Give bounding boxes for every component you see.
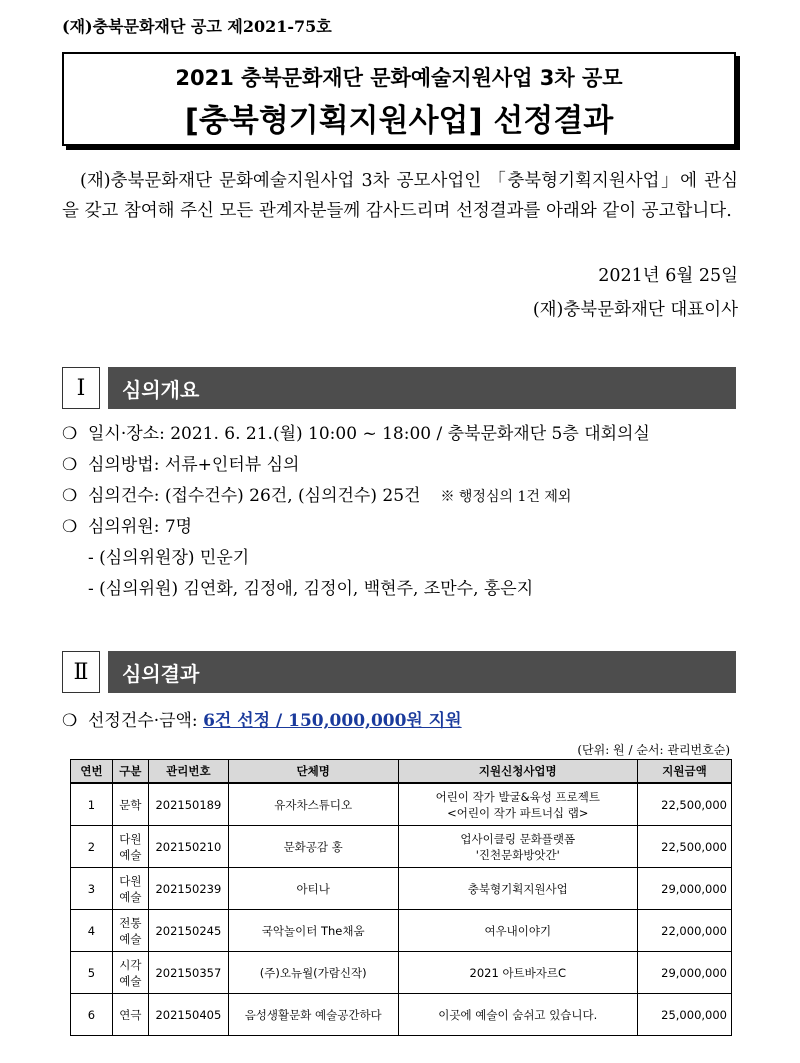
column-header: 지원금액	[638, 760, 732, 784]
list-item: ❍ 심의위원: 7명	[62, 517, 193, 537]
committee-members: - (심의위원) 김연화, 김정애, 김정이, 백현주, 조만수, 홍은지	[88, 579, 534, 599]
selection-highlight: 6건 선정 / 150,000,000원 지원	[203, 711, 462, 731]
section-header-overview	[62, 367, 736, 409]
notice-number: (재)충북문화재단 공고 제2021-75호	[62, 17, 332, 36]
exclusion-note: ※ 행정심의 1건 제외	[440, 489, 572, 505]
column-header: 단체명	[228, 760, 398, 784]
section-header-results	[62, 651, 736, 693]
selection-summary: ❍ 선정건수·금액: 6건 선정 / 150,000,000원 지원	[62, 711, 462, 731]
section-number: Ⅱ	[62, 651, 100, 693]
intro-paragraph	[62, 166, 738, 226]
column-header: 구분	[112, 760, 148, 784]
section-title: 심의결과	[108, 651, 736, 693]
title-box	[62, 52, 736, 146]
list-item: ❍ 일시·장소: 2021. 6. 21.(월) 10:00 ~ 18:00 / 충북문화재단 5층 대회의실	[62, 424, 650, 444]
table-row: 2 다원 예술 202150210 문화공감 홍 업사이클링 문화플랫폼 '진천문화방앗간' 22,500,000	[71, 826, 732, 868]
unit-note: (단위: 원 / 순서: 관리번호순)	[577, 743, 730, 757]
intro-text: (재)충북문화재단 문화예술지원사업 3차 공모사업인 「충북형기획지원사업」에 관심을 갖고 참여해 주신 모든 관계자분들께 감사드리며 선정결과를 아래와 같이 공고합니다.	[62, 171, 738, 221]
notice-organization: (재)충북문화재단 대표이사	[532, 300, 738, 320]
table-row: 3 다원 예술 202150239 아티나 충북형기획지원사업 29,000,000	[71, 868, 732, 910]
title-line-2: [충북형기획지원사업] 선정결과	[184, 103, 614, 139]
list-item: ❍ 심의건수: (접수건수) 26건, (심의건수) 25건 ※ 행정심의 1건 제외	[62, 486, 572, 506]
column-header: 지원신청사업명	[398, 760, 638, 784]
table-header-row	[71, 760, 732, 784]
notice-date: 2021년 6월 25일	[598, 266, 738, 286]
overview-list	[62, 419, 650, 605]
column-header: 관리번호	[148, 760, 228, 784]
table-row: 4 전통 예술 202150245 국악놀이터 The채움 여우내이야기 22,000,000	[71, 910, 732, 952]
table-row: 5 시각 예술 202150357 (주)오뉴월(가람신작) 2021 아트바자르C 29,000,000	[71, 952, 732, 994]
column-header: 연번	[71, 760, 113, 784]
table-row: 1 문학 202150189 유자차스튜디오 어린이 작가 발굴&육성 프로젝트 <어린이 작가 파트너십 랩> 22,500,000	[71, 783, 732, 826]
committee-chair: - (심의위원장) 민운기	[88, 548, 250, 568]
results-table	[70, 759, 732, 1036]
section-number: Ⅰ	[62, 367, 100, 409]
list-item: ❍ 심의방법: 서류+인터뷰 심의	[62, 455, 300, 475]
section-title: 심의개요	[108, 367, 736, 409]
title-line-1: 2021 충북문화재단 문화예술지원사업 3차 공모	[175, 66, 623, 90]
table-row: 6 연극 202150405 음성생활문화 예술공간하다 이곳에 예술이 숨쉬고 있습니다. 25,000,000	[71, 994, 732, 1036]
